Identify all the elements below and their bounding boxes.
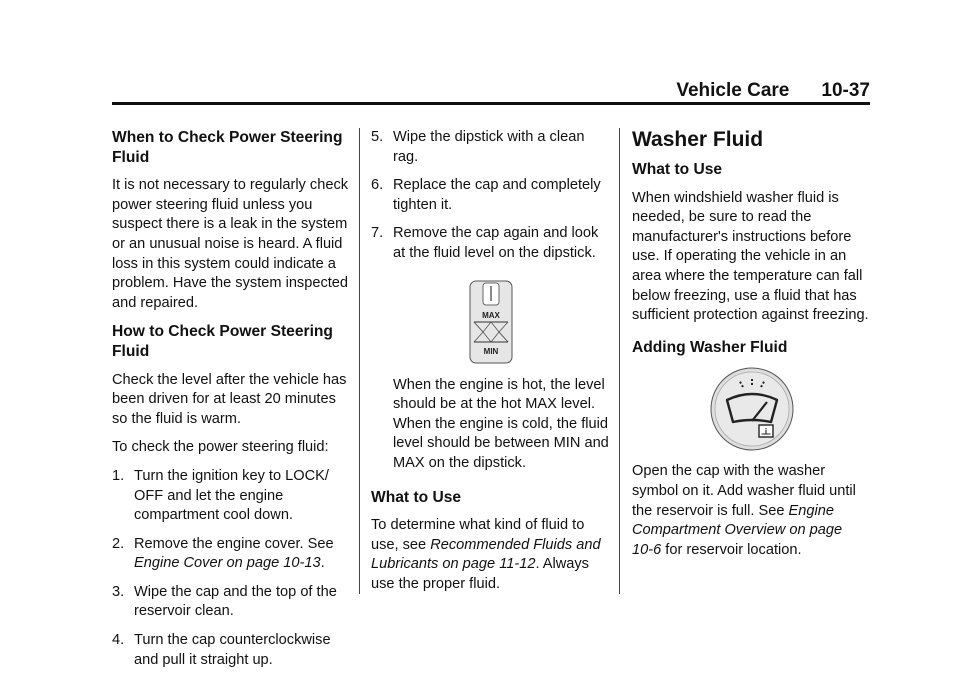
step-text: Replace the cap and completely tighten it.: [393, 177, 601, 213]
dipstick-max-label: MAX: [482, 310, 500, 320]
paragraph-hot-cold: When the engine is hot, the level should be at the hot MAX level. When the engine is cold, the fluid level should be between MIN and MAX on the dipstick.: [393, 376, 609, 471]
step-4: [112, 631, 352, 670]
paragraph-open-cap: [632, 462, 872, 560]
column-1: [112, 128, 352, 679]
heading-what-to-use-washer: What to Use: [632, 161, 723, 178]
step-7: [371, 224, 611, 263]
step-text: Remove the cap again and look at the fluid level on the dipstick.: [393, 225, 599, 261]
step-text: Wipe the cap and the top of the reservoir clean.: [134, 583, 337, 620]
step-2-period: .: [320, 555, 325, 572]
header-section-title: Vehicle Care: [676, 80, 790, 101]
dipstick-min-label: MIN: [483, 346, 499, 356]
heading-adding-washer-fluid: Adding Washer Fluid: [632, 338, 788, 356]
paragraph-to-check-intro: To check the power steering fluid:: [112, 439, 329, 456]
column-divider-2: [619, 128, 620, 594]
step-number: 1.: [112, 467, 125, 484]
step-3: [112, 583, 352, 622]
step-6: [371, 176, 611, 215]
step-2: [112, 535, 352, 574]
column-divider-1: [359, 128, 360, 594]
step-number: 6.: [371, 177, 384, 194]
step-number: 2.: [112, 535, 125, 552]
what-to-use-text-after: . Always use the proper fluid.: [371, 556, 589, 592]
step-text: [134, 535, 352, 574]
paragraph-when-to-check: It is not necessary to regularly check power steering fluid unless you suspect there is a leak in the system or an unusual noise is heard. A fluid loss in this system could indicate a problem. Have the system inspected and repaired.: [112, 177, 349, 311]
step-text: Turn the cap counterclockwise and pull it straight up.: [134, 632, 331, 668]
step-number: 4.: [112, 632, 125, 649]
open-cap-text: Open the cap with the washer symbol on it. Add washer fluid until the reservoir is full. See: [632, 463, 856, 519]
heading-when-to-check: When to Check Power Steering Fluid: [112, 129, 343, 166]
step-number: 5.: [371, 129, 384, 145]
dipstick-figure: [371, 280, 611, 364]
heading-washer-fluid: Washer Fluid: [632, 128, 764, 151]
step-number: 3.: [112, 583, 125, 600]
dipstick-illustration: [469, 280, 513, 364]
paragraph-what-to-use-washer: When windshield washer fluid is needed, be sure to read the manufacturer's instructions before use. If operating the vehicle in an area where the temperature can fall below freezing, use a fluid that has sufficient protection against freezing.: [632, 189, 869, 324]
svg-text:i: i: [764, 427, 768, 437]
heading-what-to-use-power: What to Use: [371, 488, 462, 506]
header-rule: [112, 102, 870, 105]
washer-symbol-figure: [632, 366, 872, 452]
heading-how-to-check: How to Check Power Steering Fluid: [112, 323, 333, 360]
step-number: 7.: [371, 225, 384, 242]
engine-compartment-reference-link[interactable]: Engine Compartment Overview on page 10‑6: [632, 502, 843, 558]
step-text: Wipe the dipstick with a clean rag.: [393, 129, 585, 165]
recommended-fluids-reference-link[interactable]: Recommended Fluids and Lubricants on page 11‑12: [371, 536, 601, 573]
step-1: [112, 467, 352, 526]
paragraph-check-level: Check the level after the vehicle has been driven for at least 20 minutes so the fluid is warm.: [112, 371, 347, 427]
step-5: [371, 128, 611, 167]
what-to-use-text: To determine what kind of fluid to use, see: [371, 517, 585, 553]
column-3: [632, 128, 872, 569]
paragraph-what-to-use-power: [371, 516, 611, 594]
step-text: Turn the ignition key to LOCK/ OFF and let the engine compartment cool down.: [134, 467, 329, 524]
page-header: [112, 80, 870, 102]
engine-cover-reference-link[interactable]: Engine Cover on page 10‑13: [134, 555, 321, 572]
open-cap-text-after: for reservoir location.: [661, 541, 802, 558]
column-2: [371, 128, 611, 604]
windshield-washer-icon: [709, 366, 795, 452]
step-2-text: Remove the engine cover. See: [134, 535, 334, 552]
header-page-number: 10-37: [821, 80, 870, 101]
